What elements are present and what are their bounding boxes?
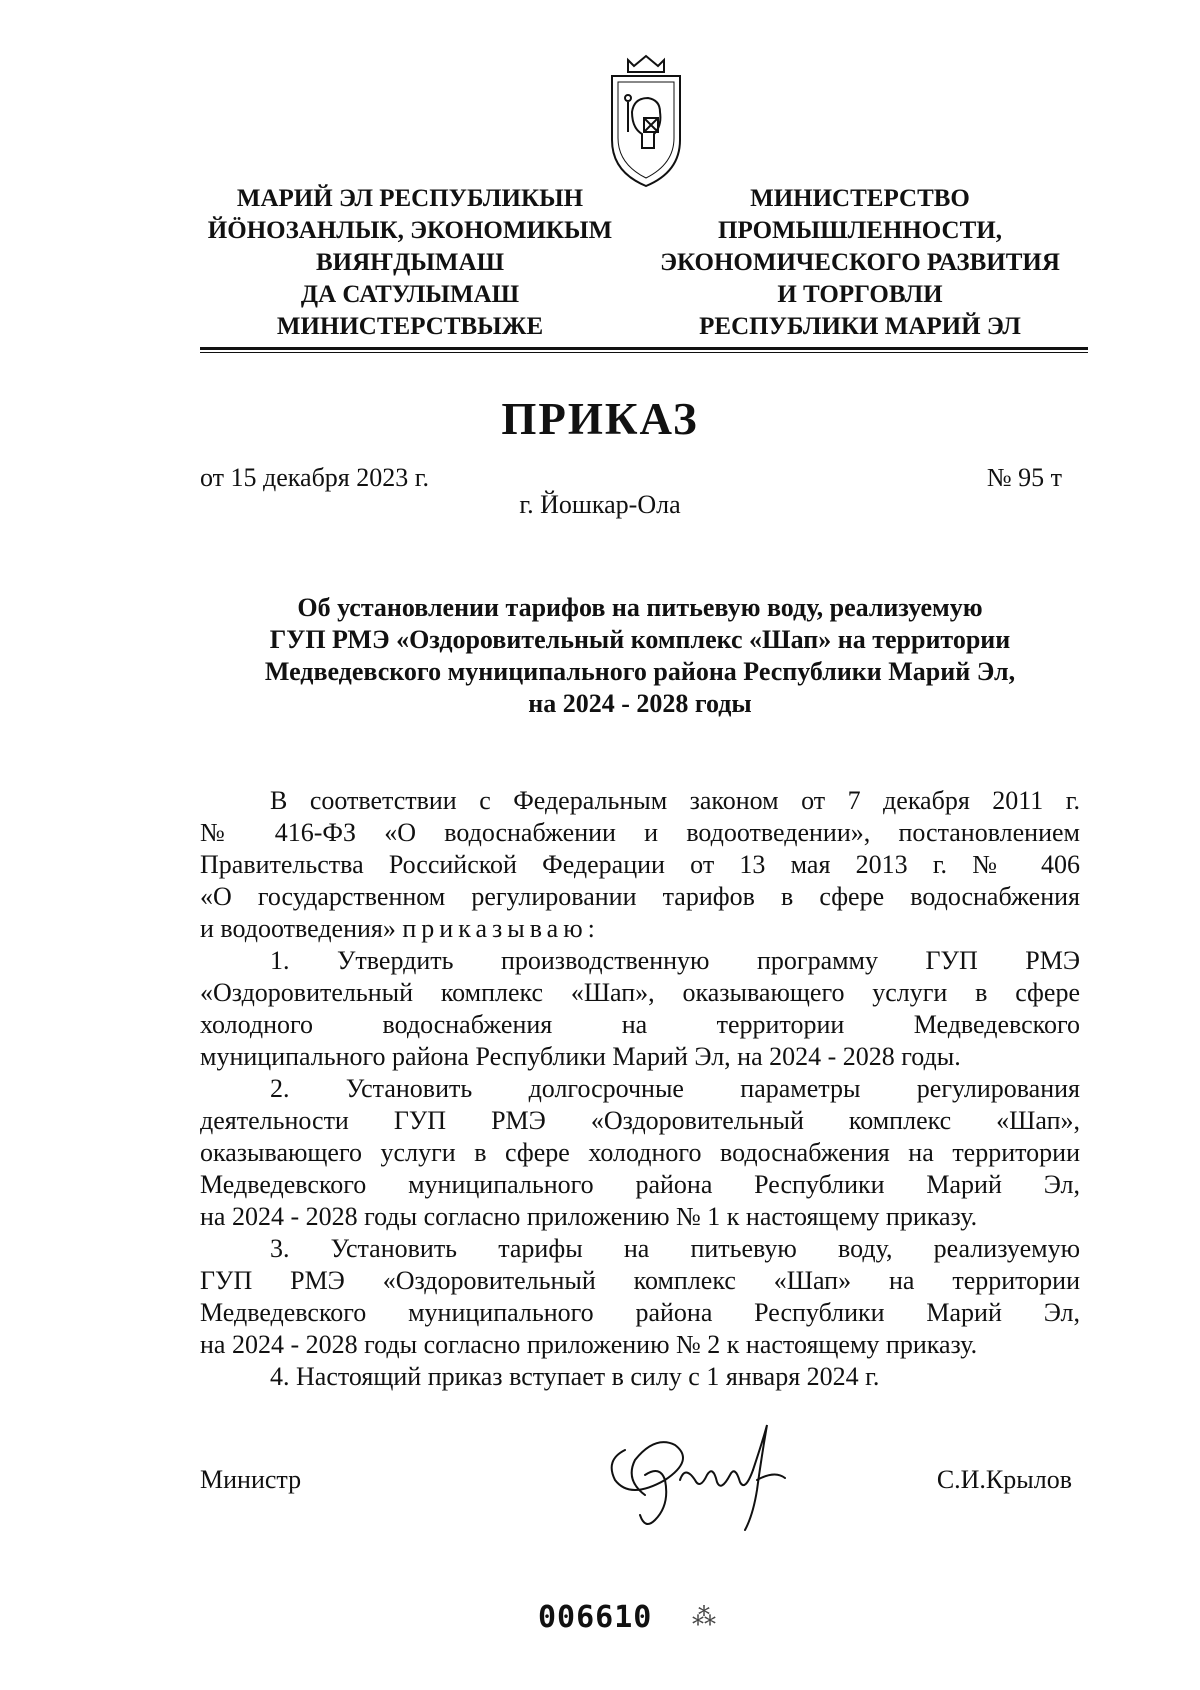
header-russian-ministry-name xyxy=(640,183,1080,343)
header-right-line: ПРОМЫШЛЕННОСТИ, xyxy=(718,217,1002,244)
document-date: от 15 декабря 2023 г. xyxy=(200,463,429,492)
header-right-line: МИНИСТЕРСТВО xyxy=(750,185,970,212)
item-2-line: на 2024 - 2028 годы согласно приложению № 1 к настоящему приказу. xyxy=(200,1202,978,1231)
header-left-line: МИНИСТЕРСТВЫЖЕ xyxy=(276,313,544,340)
item-3-line: 3. Установить тарифы на питьевую воду, реализуемую xyxy=(270,1234,1080,1263)
body-line: Правительства Российской Федерации от 13 мая 2013 г. № 406 xyxy=(200,850,1080,879)
signatory-position: Министр xyxy=(200,1465,302,1494)
header-left-line: МАРИЙ ЭЛ РЕСПУБЛИКЫН xyxy=(236,185,584,212)
header-right-line: РЕСПУБЛИКИ МАРИЙ ЭЛ xyxy=(699,313,1021,340)
item-3-line: на 2024 - 2028 годы согласно приложению № 2 к настоящему приказу. xyxy=(200,1330,978,1359)
header-left-line: ВИЯҤДЫМАШ xyxy=(315,249,505,276)
body-line: В соответствии с Федеральным законом от 7 декабря 2011 г. xyxy=(270,786,1080,815)
item-1-line: холодного водоснабжения на территории Медведевского xyxy=(200,1010,1080,1039)
item-2-line: Медведевского муниципального района Республики Марий Эл, xyxy=(200,1170,1080,1199)
item-3-line: ГУП РМЭ «Оздоровительный комплекс «Шап» на территории xyxy=(200,1266,1080,1295)
heading-line: Об установлении тарифов на питьевую воду, реализуемую xyxy=(297,593,983,622)
body-line: № 416-ФЗ «О водоснабжении и водоотведении», постановлением xyxy=(200,818,1080,847)
item-2-line: 2. Установить долгосрочные параметры регулирования xyxy=(270,1074,1080,1103)
handwritten-signature xyxy=(585,1420,800,1540)
item-2-line: оказывающего услуги в сфере холодного водоснабжения на территории xyxy=(200,1138,1080,1167)
document-serial-number: 006610 xyxy=(538,1600,653,1635)
heading-line: на 2024 - 2028 годы xyxy=(528,689,752,718)
header-divider xyxy=(200,347,1088,353)
document-city: г. Йошкар-Ола xyxy=(519,490,681,519)
header-left-line: ЙӦНОЗАНЛЫК, ЭКОНОМИКЫМ xyxy=(207,217,613,244)
item-3-line: Медведевского муниципального района Республики Марий Эл, xyxy=(200,1298,1080,1327)
item-2-line: деятельности ГУП РМЭ «Оздоровительный комплекс «Шап», xyxy=(200,1106,1080,1135)
item-1-line: «Оздоровительный комплекс «Шап», оказывающего услуги в сфере xyxy=(200,978,1080,1007)
document-type-title: ПРИКАЗ xyxy=(501,394,699,444)
serial-mark-icon: ⁂ xyxy=(692,1605,716,1631)
order-word: приказываю: xyxy=(402,914,600,943)
coat-of-arms-emblem xyxy=(598,52,694,192)
item-1-line: 1. Утвердить производственную программу ГУП РМЭ xyxy=(270,946,1080,975)
item-1-line: муниципального района Республики Марий Эл, на 2024 - 2028 годы. xyxy=(200,1042,961,1071)
signatory-name: С.И.Крылов xyxy=(936,1465,1072,1494)
header-mari-ministry-name xyxy=(200,183,620,343)
body-line xyxy=(200,913,1080,945)
body-line: «О государственном регулировании тарифов в сфере водоснабжения xyxy=(200,882,1080,911)
item-4-line: 4. Настоящий приказ вступает в силу с 1 января 2024 г. xyxy=(270,1362,880,1391)
heading-line: Медведевского муниципального района Республики Марий Эл, xyxy=(264,657,1016,686)
order-body xyxy=(200,785,1080,1393)
header-right-line: И ТОРГОВЛИ xyxy=(777,281,943,308)
header-left-line: ДА САТУЛЫМАШ xyxy=(300,281,520,308)
body-line-prefix: и водоотведения» xyxy=(200,914,396,943)
header-right-line: ЭКОНОМИЧЕСКОГО РАЗВИТИЯ xyxy=(660,249,1060,276)
heading-line: ГУП РМЭ «Оздоровительный комплекс «Шап» на территории xyxy=(269,625,1011,654)
document-number: № 95 т xyxy=(986,463,1062,492)
order-subject-heading xyxy=(200,592,1080,720)
